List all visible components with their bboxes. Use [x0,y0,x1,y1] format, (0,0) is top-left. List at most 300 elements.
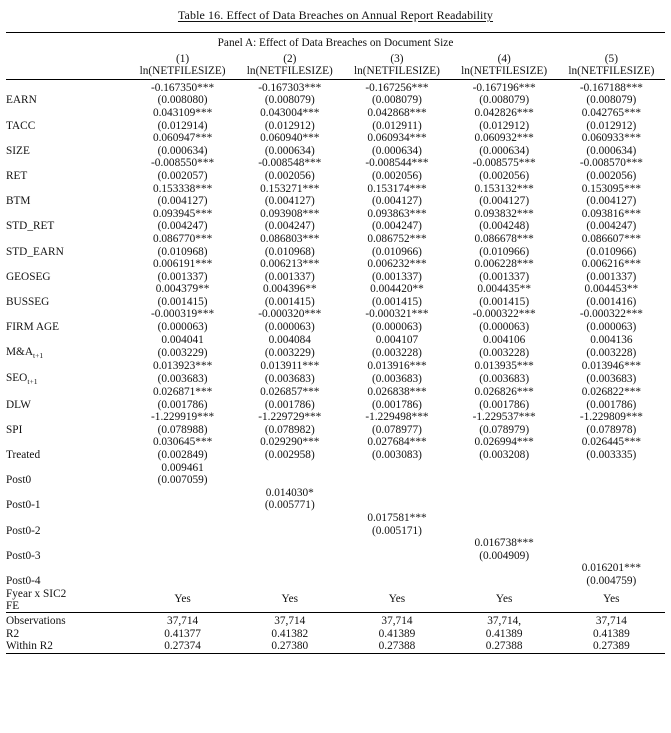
variable-label: STD_RET [6,220,55,233]
coefficient-value [558,487,665,500]
standard-error-value: (0.010966) [586,245,637,258]
statistic-value: 37,714 [274,614,306,627]
coefficient-value: 0.006191*** [152,258,213,271]
coefficient-row-spacer [6,183,129,196]
coefficient-value: 0.013946*** [581,359,642,372]
standard-error-value [236,575,343,588]
coefficient-row-spacer [6,107,129,120]
coefficient-row-spacer [6,411,129,424]
standard-error-row [6,145,665,158]
coefficient-value [451,487,558,500]
coefficient-value: 0.060934*** [367,132,427,145]
coefficient-row [6,233,665,246]
standard-error-row [6,399,665,412]
standard-error-value [129,550,236,563]
fixed-effects-label-line1: Fyear x SIC2 [6,587,67,600]
statistic-value: 0.27389 [593,640,630,653]
coefficient-row [6,436,665,449]
coefficient-value: 0.006216*** [581,258,642,271]
standard-error-value: (0.000063) [372,321,422,334]
coefficient-value: 0.004453** [584,283,639,296]
standard-error-value: (0.004127) [586,195,637,208]
coefficient-value: 0.153271*** [260,182,320,195]
standard-error-value: (0.001415) [264,295,315,308]
standard-error-value: (0.000063) [264,321,315,334]
table-title-text: Table 16. Effect of Data Breaches on Annual Report Readability [177,8,494,22]
coefficient-value: 0.004435** [477,283,531,296]
statistic-value: 37,714 [167,614,199,627]
standard-error-value: (0.001337) [372,270,422,283]
column-number-3: (3) [390,52,404,65]
standard-error-row [6,525,665,538]
standard-error-value: (0.002849) [157,449,208,461]
coefficient-row [6,157,665,170]
standard-error-value: (0.008079) [586,94,637,107]
standard-error-value: (0.012912) [479,119,530,132]
standard-error-value: (0.003229) [157,346,208,359]
standard-error-value [236,474,343,487]
coefficient-value: 0.006213*** [260,258,320,271]
standard-error-value [451,499,558,512]
coefficient-value: 0.004106 [482,333,526,346]
coefficient-value: -0.008544*** [365,157,429,170]
statistic-value: 0.41389 [485,627,523,640]
coefficient-value: -0.008570*** [579,157,643,170]
standard-error-value: (0.000634) [372,144,422,157]
coefficient-row-spacer [6,132,129,145]
variable-label: TACC [6,119,36,132]
standard-error-value: (0.003228) [479,346,530,359]
coefficient-value: 0.042765*** [581,106,642,119]
variable-label: STD_EARN [6,245,64,258]
statistic-row [6,628,665,641]
coefficient-value: -1.229729*** [258,411,322,424]
standard-error-value: (0.004247) [264,220,315,233]
standard-error-value: (0.012914) [157,119,208,132]
coefficient-value [451,562,558,575]
standard-error-value: (0.004247) [586,220,637,233]
fixed-effects-value-2: Yes [281,593,298,606]
standard-error-row [6,575,665,588]
standard-error-value: (0.001337) [157,270,208,283]
standard-error-value: (0.003683) [264,372,315,385]
coefficient-row-spacer [6,283,129,296]
coefficient-value: 0.016201*** [581,562,642,575]
dependent-variable-2: ln(NETFILESIZE) [236,65,343,79]
variable-label: SIZE [6,144,30,157]
coefficient-row-spacer [6,258,129,271]
coefficient-value [129,512,236,525]
column-number-5: (5) [604,52,618,65]
standard-error-value [236,550,343,563]
standard-error-value: (0.003228) [372,346,422,359]
coefficient-value: 0.026994*** [474,436,534,449]
standard-error-value: (0.004909) [479,549,530,562]
coefficient-row-spacer [6,386,129,399]
standard-error-value [236,525,343,538]
variable-label: $M\&A_{t+1}$ [6,346,44,360]
standard-error-value: (0.000063) [157,321,208,334]
coefficient-value [343,562,450,575]
standard-error-value: (0.003335) [586,449,637,461]
standard-error-value: (0.000634) [157,144,208,157]
coefficient-value: 0.086678*** [474,232,534,245]
standard-error-value: (0.004759) [586,574,637,587]
coefficient-value: -0.008548*** [258,157,322,170]
coefficient-value: -0.000321*** [365,308,429,321]
coefficient-value: 0.043004*** [260,106,320,119]
coefficient-value [343,537,450,550]
coefficient-value: 0.093863*** [367,207,427,220]
coefficient-row [6,462,665,475]
statistic-value: 37,714 [595,614,627,627]
column-number-4: (4) [497,52,511,65]
standard-error-value: (0.002057) [157,169,208,182]
dependent-variable-row [6,65,665,79]
panel-header-row [6,35,665,51]
standard-error-value: (0.008080) [157,94,208,107]
standard-error-value: (0.004127) [479,195,530,208]
coefficient-value: 0.027684*** [367,436,427,449]
coefficient-value: -0.167256*** [365,81,429,94]
variable-label: RET [6,169,28,182]
fixed-effects-row [6,588,665,613]
variable-label: Post0-2 [6,524,41,537]
standard-error-row [6,94,665,107]
standard-error-row [6,474,665,487]
variable-label: Post0-1 [6,499,41,512]
standard-error-value: (0.004247) [157,220,208,233]
table-body [6,33,665,82]
standard-error-value: (0.004127) [372,195,422,208]
coefficient-value [236,512,343,525]
coefficient-value: -1.229809*** [579,411,643,424]
coefficient-row [6,562,665,575]
coefficient-value: -1.229919*** [151,411,215,424]
standard-error-value [343,499,450,512]
coefficient-row-spacer [6,537,129,550]
variable-label: Treated [6,449,41,461]
coefficient-value: 0.013916*** [367,359,427,372]
standard-error-value: (0.002056) [586,169,637,182]
coefficient-value: -0.167196*** [472,81,536,94]
variable-label: Post0-3 [6,549,41,562]
coefficient-value: 0.004084 [268,333,311,346]
standard-error-row [6,120,665,133]
standard-error-value: (0.001337) [586,270,637,283]
coefficient-value: 0.026838*** [367,386,427,399]
standard-error-value: (0.000063) [479,321,530,334]
coefficient-value [236,462,343,475]
coefficient-row [6,208,665,221]
statistic-value: 37,714, [487,614,522,627]
table-footer [6,653,665,656]
coefficient-value [558,462,665,475]
coefficient-row [6,132,665,145]
variable-label: BUSSEG [6,295,50,308]
coefficient-value: 0.043109*** [152,106,213,119]
standard-error-value: (0.012911) [372,119,422,132]
variable-label: FIRM AGE [6,321,60,334]
standard-error-value: (0.003228) [586,346,637,359]
standard-error-row [6,170,665,183]
standard-error-value [343,550,450,563]
coefficient-row-spacer [6,334,129,347]
coefficient-value: 0.026857*** [260,386,320,399]
coefficient-value: 0.093816*** [581,207,642,220]
standard-error-value [558,550,665,563]
statistic-label: Observations [6,614,66,627]
coefficient-value: 0.042868*** [367,106,427,119]
corner-cell [6,51,129,66]
standard-error-value [451,575,558,588]
standard-error-value: (0.004127) [264,195,315,208]
standard-error-value: (0.010968) [264,245,315,258]
fixed-effects-value-5: Yes [603,593,620,606]
coefficient-value: 0.026445*** [581,436,642,449]
standard-error-row [6,195,665,208]
coefficient-value: 0.004041 [161,333,204,346]
standard-error-value [343,575,450,588]
coefficient-value: 0.013911*** [260,359,320,372]
panel-label: Panel A: Effect of Data Breaches on Document Size [217,37,454,49]
coefficient-value: 0.026871*** [152,386,213,399]
standard-error-value: (0.003683) [586,372,637,385]
standard-error-value: (0.000634) [264,144,315,157]
coefficient-value: 0.004107 [375,333,419,346]
standard-error-value: (0.010966) [372,245,422,258]
coefficient-value: 0.060947*** [152,132,213,145]
coefficient-value: -0.167188*** [579,81,643,94]
coefficient-value [129,562,236,575]
standard-error-value: (0.078978) [586,423,637,436]
standard-error-value: (0.008079) [264,94,315,107]
coefficient-value: 0.029290*** [260,436,320,449]
variable-label: $SEO_{t+1}$ [6,372,38,386]
coefficient-value [236,562,343,575]
statistic-value: 0.41382 [271,627,309,640]
coefficient-row-spacer [6,157,129,170]
statistic-label: Within R2 [6,640,53,653]
standard-error-value [343,474,450,487]
rule-table-bottom [6,653,665,656]
fixed-effects-and-stats [6,588,665,615]
standard-error-value: (0.012912) [586,119,637,132]
coefficient-row [6,360,665,373]
variable-label: EARN [6,94,37,107]
coefficient-value: 0.017581*** [367,511,427,524]
standard-error-value: (0.010968) [157,245,208,258]
column-number-1: (1) [176,52,190,65]
column-number-2: (2) [283,52,297,65]
standard-error-value: (0.002056) [479,169,530,182]
statistic-label: R2 [6,627,20,640]
statistic-value: 0.41389 [593,627,630,640]
coefficient-value [451,462,558,475]
coefficient-row [6,334,665,347]
coefficient-value: 0.093945*** [152,207,213,220]
variable-label: Post0 [6,474,32,487]
dependent-variable-4: ln(NETFILESIZE) [451,65,558,79]
coefficient-row-spacer [6,233,129,246]
standard-error-value: (0.004247) [372,220,422,233]
standard-error-value [129,525,236,538]
standard-error-value: (0.003083) [372,449,422,461]
coefficient-row [6,537,665,550]
coefficient-row-spacer [6,562,129,575]
coefficient-row-spacer [6,82,129,95]
standard-error-value [451,525,558,538]
standard-error-value: (0.007059) [157,474,208,487]
coefficient-value [558,537,665,550]
coefficient-row-spacer [6,462,129,475]
coefficient-value: 0.006232*** [367,258,427,271]
coefficient-row [6,82,665,95]
coefficient-value: -0.008575*** [472,157,536,170]
standard-error-value: (0.001416) [586,295,637,308]
coefficient-value: 0.086607*** [581,232,642,245]
coefficient-value [343,462,450,475]
standard-error-value: (0.000634) [586,144,637,157]
standard-error-value [129,575,236,588]
coefficient-value: 0.093832*** [474,207,534,220]
coefficient-row-spacer [6,208,129,221]
standard-error-row [6,346,665,360]
coefficient-value: 0.086770*** [152,232,213,245]
standard-error-row [6,424,665,437]
variable-label: BTM [6,195,31,208]
coefficient-value: 0.026826*** [474,386,534,399]
standard-error-value: (0.003683) [479,372,530,385]
standard-error-value: (0.078988) [157,423,208,436]
standard-error-row [6,499,665,512]
statistic-value: 0.41389 [378,627,416,640]
coefficient-row [6,386,665,399]
corner-cell-2 [6,65,129,79]
coefficient-value [236,537,343,550]
coefficient-value [558,512,665,525]
coefficient-value: 0.086803*** [260,232,320,245]
coefficient-row [6,308,665,321]
coefficient-value [129,537,236,550]
standard-error-value: (0.078979) [479,423,530,436]
standard-error-value: (0.001337) [479,270,530,283]
coefficient-value: -0.000322*** [472,308,536,321]
coefficient-row-spacer [6,308,129,321]
standard-error-value: (0.001786) [479,398,530,411]
fixed-effects-label-line2: FE [6,599,20,612]
standard-error-value [558,474,665,487]
coefficient-row [6,283,665,296]
coefficient-value: 0.026822*** [581,386,642,399]
standard-error-value: (0.008079) [479,94,530,107]
standard-error-value: (0.003208) [479,449,530,461]
coefficient-row-spacer [6,487,129,500]
standard-error-value: (0.005771) [264,499,315,512]
standard-error-value: (0.003229) [264,346,315,359]
coefficient-value: 0.016738*** [474,537,534,550]
coefficient-value: -0.000320*** [258,308,322,321]
standard-error-value: (0.078982) [264,423,315,436]
coefficient-row [6,487,665,500]
variable-label: SPI [6,423,23,436]
statistic-value: 0.41377 [164,627,201,640]
standard-error-row [6,296,665,309]
statistics-rows [6,615,665,653]
standard-error-row [6,321,665,334]
standard-error-value: (0.001786) [586,398,637,411]
standard-error-value: (0.005171) [372,524,422,537]
standard-error-value: (0.010966) [479,245,530,258]
standard-error-value: (0.001786) [157,398,208,411]
standard-error-value [558,499,665,512]
coefficient-value: -0.008550*** [151,157,215,170]
coefficient-value: 0.153132*** [474,182,534,195]
coefficient-value: 0.042826*** [474,106,534,119]
coefficient-value: 0.013935*** [474,359,534,372]
coefficient-value: -0.167350*** [151,81,215,94]
statistic-value: 0.27374 [164,640,201,653]
coefficient-value: -1.229498*** [365,411,429,424]
coefficient-value: 0.093908*** [260,207,320,220]
coefficient-row [6,411,665,424]
fixed-effects-label [6,588,129,613]
standard-error-value: (0.002056) [372,169,422,182]
variable-label: Post0-4 [6,574,41,587]
coefficient-value: 0.004136 [590,333,633,346]
statistic-row [6,615,665,628]
coefficient-value [129,487,236,500]
dependent-variable-3: ln(NETFILESIZE) [343,65,450,79]
standard-error-row [6,372,665,386]
coefficient-value: 0.153095*** [581,182,642,195]
standard-error-value: (0.001786) [372,398,422,411]
table-title [0,0,671,32]
coefficient-value: 0.004379** [155,283,210,296]
coefficient-row [6,107,665,120]
coefficient-row [6,512,665,525]
coefficient-value [451,512,558,525]
standard-error-row [6,220,665,233]
coefficient-value: 0.153174*** [367,182,427,195]
coefficient-value: 0.013923*** [152,359,213,372]
standard-error-value: (0.001786) [264,398,315,411]
statistic-value: 37,714 [381,614,413,627]
coefficient-row [6,183,665,196]
coefficient-value: 0.030645*** [152,436,213,449]
standard-error-value [129,499,236,512]
standard-error-value: (0.002056) [264,169,315,182]
coefficient-row-spacer [6,360,129,373]
standard-error-value: (0.004127) [157,195,208,208]
coefficient-rows [6,82,665,588]
standard-error-row [6,449,665,462]
dependent-variable-5: ln(NETFILESIZE) [558,65,665,79]
coefficient-value: 0.009461 [161,461,204,474]
standard-error-value: (0.003683) [157,372,208,385]
coefficient-value: 0.006228*** [474,258,534,271]
statistic-row [6,640,665,653]
standard-error-value: (0.001415) [479,295,530,308]
coefficient-value: 0.060940*** [260,132,320,145]
standard-error-value: (0.001415) [372,295,422,308]
standard-error-value: (0.003683) [372,372,422,385]
statistic-value: 0.27380 [271,640,309,653]
standard-error-value: (0.002958) [264,449,315,461]
standard-error-value: (0.004248) [479,220,530,233]
standard-error-value [558,525,665,538]
fixed-effects-value-4: Yes [495,593,513,606]
